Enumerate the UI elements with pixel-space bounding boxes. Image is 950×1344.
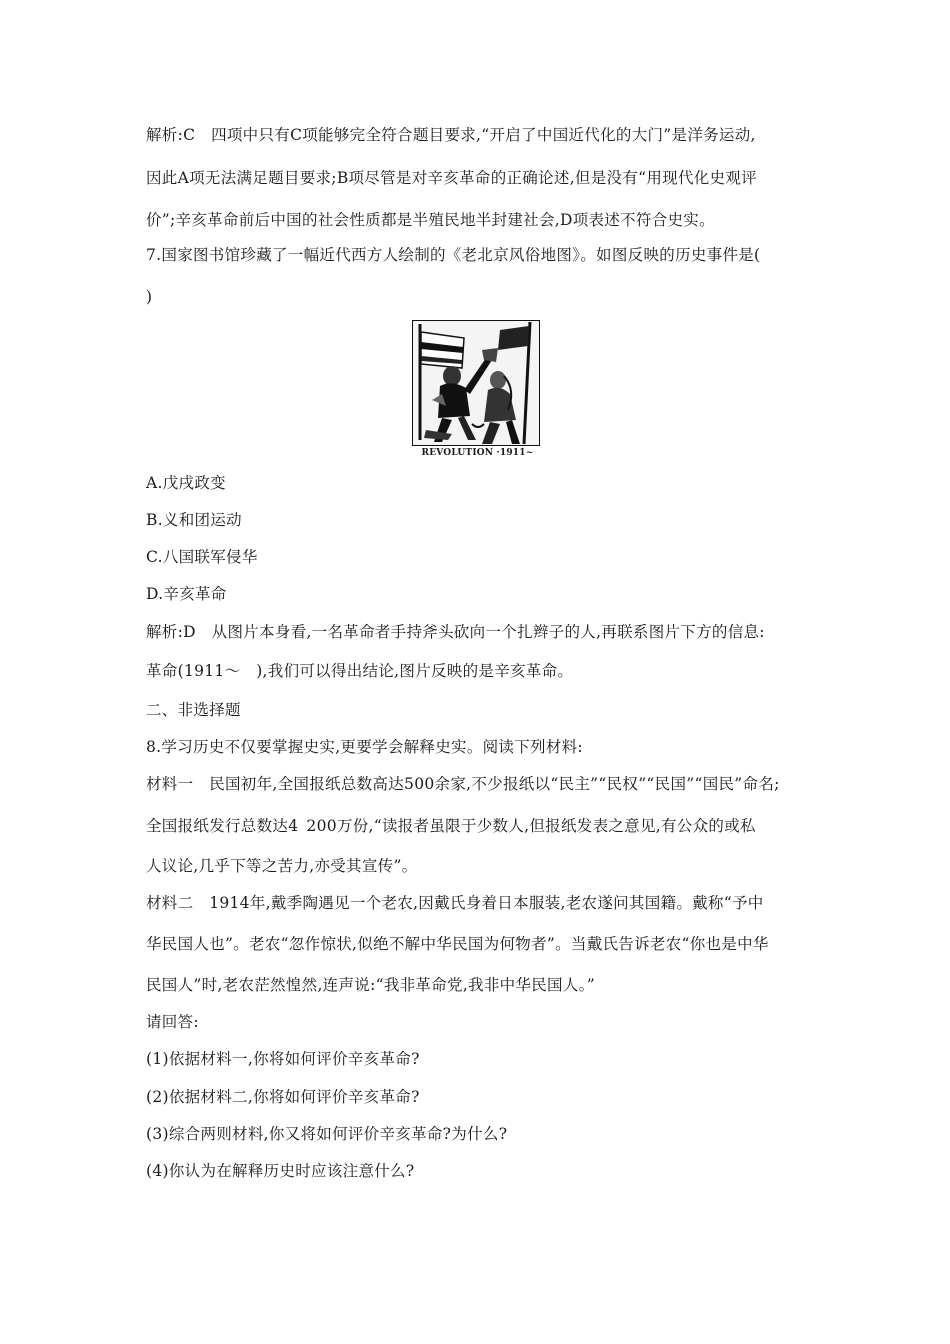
option-c: C.八国联军侵华 (146, 548, 258, 566)
option-d: D.辛亥革命 (146, 585, 227, 603)
answer-prompt: 请回答: (146, 1013, 199, 1031)
revolution-illustration (412, 320, 540, 446)
sub-question: (3)综合两则材料,你又将如何评价辛亥革命?为什么? (146, 1125, 508, 1143)
option-a: A.戊戌政变 (146, 474, 226, 492)
revolution-woodcut-image (412, 320, 540, 446)
material-1-line: 全国报纸发行总数达4 200万份,“读报者虽限于少数人,但报纸发表之意见,有公众的或私 (146, 817, 756, 835)
sub-question: (4)你认为在解释历史时应该注意什么? (146, 1162, 415, 1180)
figure-caption: REVOLUTION ·1911~ (421, 448, 534, 458)
question-7-stem: 7.国家图书馆珍藏了一幅近代西方人绘制的《老北京风俗地图》。如图反映的历史事件是( (146, 246, 761, 264)
q7-analysis-line: 解析:D 从图片本身看,一名革命者手持斧头砍向一个扎辫子的人,再联系图片下方的信息: (146, 623, 765, 641)
option-b: B.义和团运动 (146, 511, 242, 529)
material-1-line: 材料一 民国初年,全国报纸总数高达500余家,不少报纸以“民主”“民权”“民国”“国民”命名; (146, 775, 780, 793)
q6-analysis-line: 因此A项无法满足题目要求;B项尽管是对辛亥革命的正确论述,但是没有“用现代化史观评 (146, 169, 757, 187)
q6-analysis-line: 解析:C 四项中只有C项能够完全符合题目要求,“开启了中国近代化的大门”是洋务运动, (146, 126, 756, 144)
sub-question: (2)依据材料二,你将如何评价辛亥革命? (146, 1088, 420, 1106)
material-1-line: 人议论,几乎下等之苦力,亦受其宣传”。 (146, 857, 418, 875)
question-8-stem: 8.学习历史不仅要掌握史实,更要学会解释史实。阅读下列材料: (146, 738, 583, 756)
material-2-line: 民国人”时,老农茫然惶然,连声说:“我非革命党,我非中华民国人。” (146, 976, 595, 994)
question-7-stem-end: ) (146, 288, 153, 306)
material-2-line: 华民国人也”。老农“忽作惊状,似绝不解中华民国为何物者”。当戴氏告诉老农“你也是中华 (146, 935, 769, 953)
material-2-line: 材料二 1914年,戴季陶遇见一个老农,因戴氏身着日本服装,老农遂问其国籍。戴称“予中 (146, 894, 764, 912)
section-title: 二、非选择题 (146, 701, 241, 719)
sub-question: (1)依据材料一,你将如何评价辛亥革命? (146, 1050, 420, 1068)
q7-analysis-line: 革命(1911～ ),我们可以得出结论,图片反映的是辛亥革命。 (146, 662, 574, 680)
q6-analysis-line: 价”;辛亥革命前后中国的社会性质都是半殖民地半封建社会,D项表述不符合史实。 (146, 211, 715, 229)
